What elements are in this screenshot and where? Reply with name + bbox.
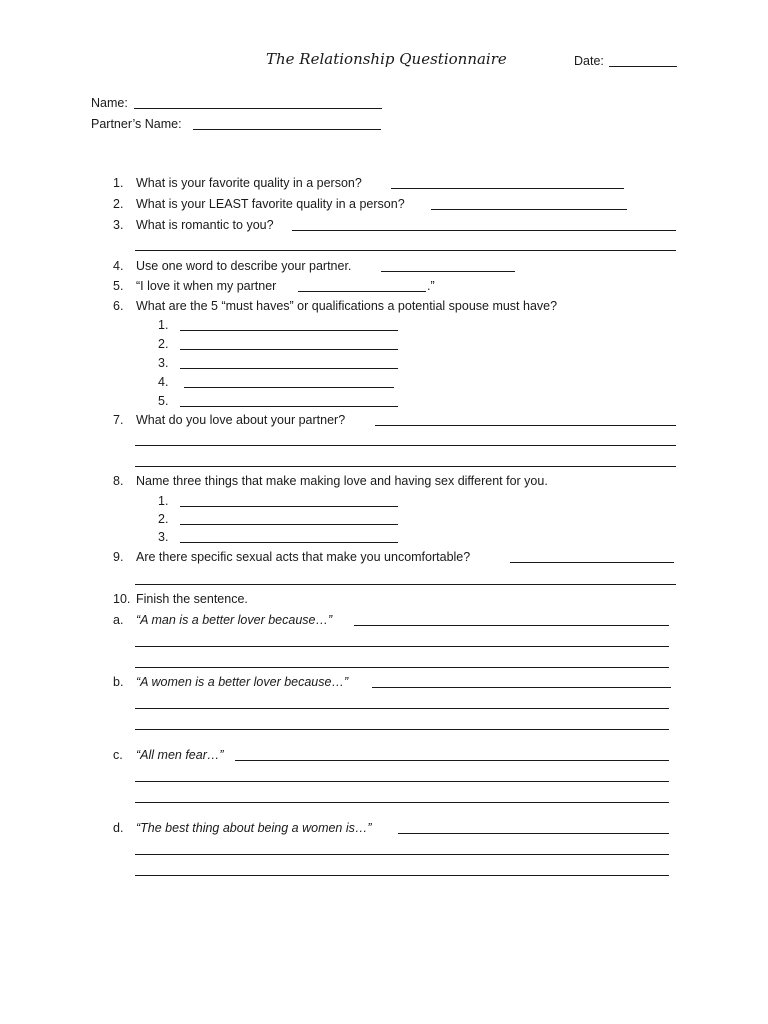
question-5-answer-line[interactable] bbox=[298, 291, 426, 292]
question-number: 4. bbox=[113, 259, 124, 273]
question-1-answer-line[interactable] bbox=[391, 188, 624, 189]
question-9-answer-line[interactable] bbox=[135, 584, 676, 585]
question-5-text: “I love it when my partner bbox=[136, 279, 277, 293]
question-8-answer-line[interactable] bbox=[180, 542, 398, 543]
sentence-c-answer-line[interactable] bbox=[135, 781, 669, 782]
sentence-b-answer-line[interactable] bbox=[372, 687, 671, 688]
sentence-letter: b. bbox=[113, 675, 124, 689]
sentence-letter: a. bbox=[113, 613, 124, 627]
sentence-a-answer-line[interactable] bbox=[135, 646, 669, 647]
question-8-answer-line[interactable] bbox=[180, 506, 398, 507]
sub-item-number: 1. bbox=[158, 318, 169, 332]
question-2-text: What is your LEAST favorite quality in a person? bbox=[136, 197, 405, 211]
sentence-letter: c. bbox=[113, 748, 123, 762]
sub-item-number: 3. bbox=[158, 530, 169, 544]
question-7-answer-line[interactable] bbox=[375, 425, 676, 426]
question-8-answer-line[interactable] bbox=[180, 524, 398, 525]
question-6-answer-line[interactable] bbox=[180, 349, 398, 350]
sentence-d-answer-line[interactable] bbox=[398, 833, 669, 834]
name-label: Name: bbox=[91, 96, 128, 110]
question-number: 6. bbox=[113, 299, 124, 313]
sentence-c-prompt: “All men fear…” bbox=[136, 748, 224, 762]
question-number: 1. bbox=[113, 176, 124, 190]
sentence-b-answer-line[interactable] bbox=[135, 729, 669, 730]
question-number: 7. bbox=[113, 413, 124, 427]
question-7-answer-line[interactable] bbox=[135, 445, 676, 446]
question-9-text: Are there specific sexual acts that make you uncomfortable? bbox=[136, 550, 471, 564]
question-3-answer-line[interactable] bbox=[292, 230, 676, 231]
question-8-text: Name three things that make making love and having sex different for you. bbox=[136, 474, 548, 488]
sentence-a-answer-line[interactable] bbox=[135, 667, 669, 668]
sentence-letter: d. bbox=[113, 821, 124, 835]
sentence-b-prompt: “A women is a better lover because…” bbox=[136, 675, 349, 689]
question-7-answer-line[interactable] bbox=[135, 466, 676, 467]
question-number: 10. bbox=[113, 592, 131, 606]
question-number: 5. bbox=[113, 279, 124, 293]
sentence-a-answer-line[interactable] bbox=[354, 625, 669, 626]
sub-item-number: 4. bbox=[158, 375, 169, 389]
sentence-d-answer-line[interactable] bbox=[135, 854, 669, 855]
question-2-answer-line[interactable] bbox=[431, 209, 627, 210]
question-6-answer-line[interactable] bbox=[180, 330, 398, 331]
question-3-text: What is romantic to you? bbox=[136, 218, 274, 232]
sub-item-number: 2. bbox=[158, 512, 169, 526]
question-5-closing-quote: .” bbox=[427, 279, 435, 293]
question-6-answer-line[interactable] bbox=[180, 406, 398, 407]
sentence-d-prompt: “The best thing about being a women is…” bbox=[136, 821, 372, 835]
sub-item-number: 2. bbox=[158, 337, 169, 351]
question-3-answer-line[interactable] bbox=[135, 250, 676, 251]
sub-item-number: 1. bbox=[158, 494, 169, 508]
question-number: 3. bbox=[113, 218, 124, 232]
date-field[interactable] bbox=[609, 66, 677, 67]
sentence-c-answer-line[interactable] bbox=[235, 760, 669, 761]
date-label: Date: bbox=[574, 54, 604, 68]
sentence-c-answer-line[interactable] bbox=[135, 802, 669, 803]
question-6-answer-line[interactable] bbox=[180, 368, 398, 369]
question-1-text: What is your favorite quality in a person? bbox=[136, 176, 362, 190]
question-9-answer-line[interactable] bbox=[510, 562, 674, 563]
partner-name-field[interactable] bbox=[193, 129, 381, 130]
question-4-answer-line[interactable] bbox=[381, 271, 515, 272]
question-6-text: What are the 5 “must haves” or qualifications a potential spouse must have? bbox=[136, 299, 558, 313]
question-10-text: Finish the sentence. bbox=[136, 592, 248, 606]
question-4-text: Use one word to describe your partner. bbox=[136, 259, 352, 273]
page-title: The Relationship Questionnaire bbox=[266, 50, 507, 68]
question-7-text: What do you love about your partner? bbox=[136, 413, 346, 427]
partner-name-label: Partner’s Name: bbox=[91, 117, 182, 131]
question-number: 2. bbox=[113, 197, 124, 211]
question-6-answer-line[interactable] bbox=[184, 387, 394, 388]
question-number: 8. bbox=[113, 474, 124, 488]
sentence-d-answer-line[interactable] bbox=[135, 875, 669, 876]
question-number: 9. bbox=[113, 550, 124, 564]
sub-item-number: 3. bbox=[158, 356, 169, 370]
name-field[interactable] bbox=[134, 108, 382, 109]
sentence-a-prompt: “A man is a better lover because…” bbox=[136, 613, 333, 627]
sub-item-number: 5. bbox=[158, 394, 169, 408]
sentence-b-answer-line[interactable] bbox=[135, 708, 669, 709]
